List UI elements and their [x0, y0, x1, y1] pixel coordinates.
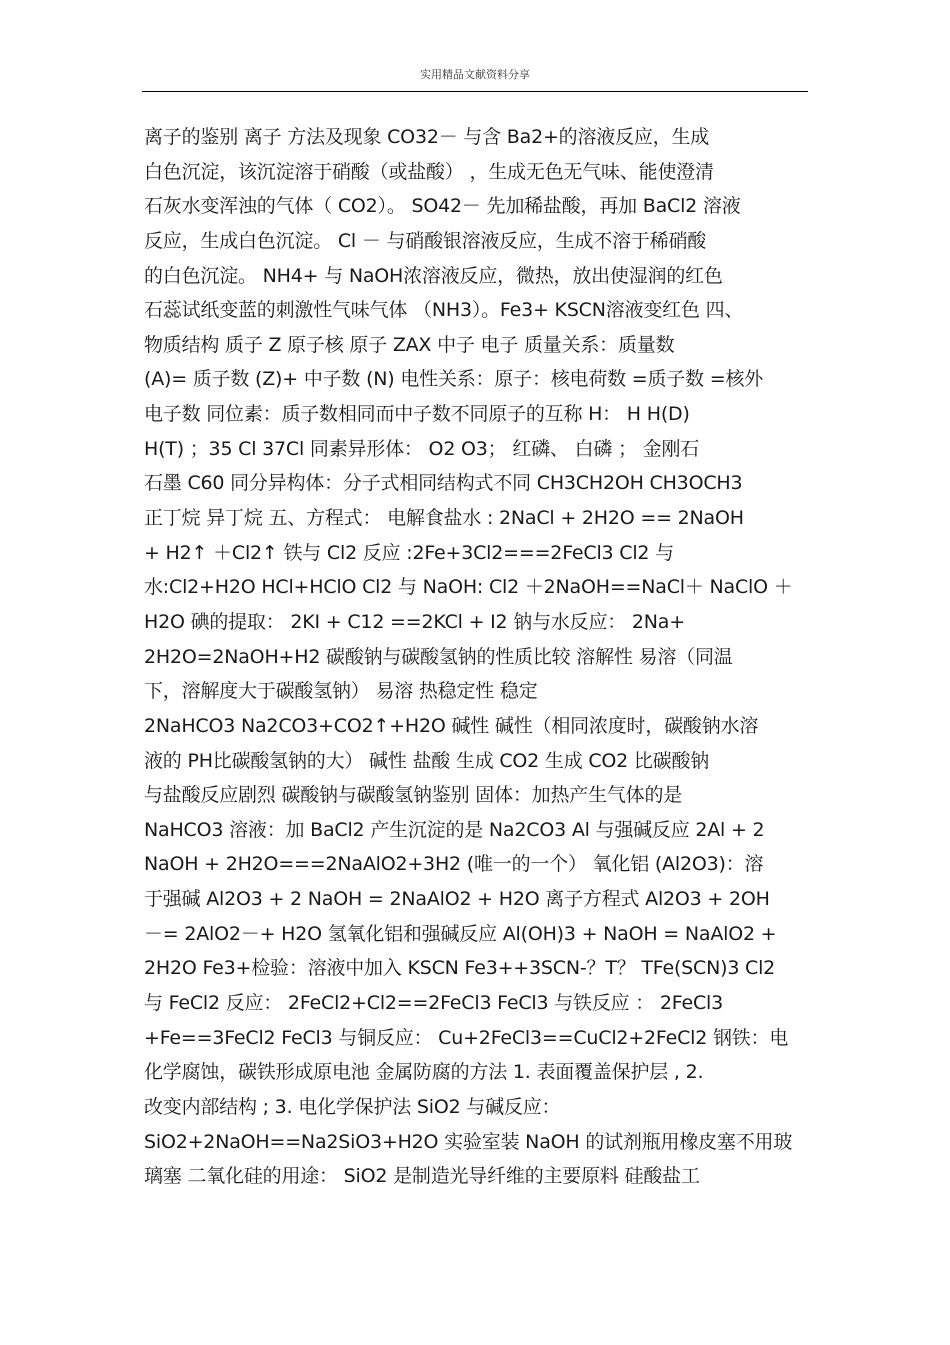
text-line: 电子数 同位素：质子数相同而中子数不同原子的互称 H： H H(D): [144, 403, 690, 426]
text-line: 2H2O=2NaOH+H2 碳酸钠与碳酸氢钠的性质比较 溶解性 易溶（同温: [144, 645, 733, 668]
text-line: SiO2+2NaOH==Na2SiO3+H2O 实验室装 NaOH 的试剂瓶用橡皮塞不用玻: [144, 1130, 793, 1153]
text-line: (A)= 质子数 (Z)+ 中子数 (N) 电性关系：原子：核电荷数 =质子数 =核外: [144, 368, 764, 391]
text-line: 白色沉淀，该沉淀溶于硝酸（或盐酸） ，生成无色无气味、能使澄清: [144, 160, 714, 183]
text-line: 2NaHCO3 Na2CO3+CO2↑+H2O 碱性 碱性（相同浓度时，碳酸钠水溶: [144, 714, 759, 737]
text-line: 反应，生成白色沉淀。 Cl － 与硝酸银溶液反应，生成不溶于稀硝酸: [144, 229, 707, 252]
body-text: [144, 120, 824, 1194]
text-line: 物质结构 质子 Z 原子核 原子 ZAX 中子 电子 质量关系：质量数: [144, 333, 675, 356]
text-line: 的白色沉淀。 NH4+ 与 NaOH浓溶液反应，微热，放出使湿润的红色: [144, 264, 723, 287]
text-line: 2H2O Fe3+检验：溶液中加入 KSCN Fe3++3SCN-？T？ TFe(SCN)3 Cl2: [144, 957, 776, 980]
text-line: H(T) ；35 Cl 37Cl 同素异形体： O2 O3； 红磷、 白磷 ； 金刚石: [144, 437, 700, 460]
text-line: 液的 PH比碳酸氢钠的大） 碱性 盐酸 生成 CO2 生成 CO2 比碳酸钠: [144, 749, 710, 772]
text-line: 下，溶解度大于碳酸氢钠） 易溶 热稳定性 稳定: [144, 680, 538, 703]
text-line: NaOH + 2H2O===2NaAlO2+3H2 (唯一的一个） 氧化铝 (Al2O3)：溶: [144, 853, 764, 876]
text-line: 石墨 C60 同分异构体：分子式相同结构式不同 CH3CH2OH CH3OCH3: [144, 472, 743, 495]
text-line: 于强碱 Al2O3 + 2 NaOH = 2NaAlO2 + H2O 离子方程式 Al2O3 + 2OH: [144, 888, 770, 911]
text-line: 离子的鉴别 离子 方法及现象 CO32－ 与含 Ba2+的溶液反应，生成: [144, 126, 710, 148]
text-line: 璃塞 二氧化硅的用途： SiO2 是制造光导纤维的主要原料 硅酸盐工: [144, 1165, 700, 1188]
text-line: －= 2AlO2－+ H2O 氢氧化铝和强碱反应 Al(OH)3 + NaOH = NaAlO2 +: [144, 922, 777, 945]
text-line: 石蕊试纸变蓝的刺激性气味气体 （NH3）。Fe3+ KSCN溶液变红色 四、: [144, 299, 744, 322]
text-line: 化学腐蚀，碳铁形成原电池 金属防腐的方法 1. 表面覆盖保护层 , 2.: [144, 1061, 704, 1084]
text-line: NaHCO3 溶液：加 BaCl2 产生沉淀的是 Na2CO3 Al 与强碱反应 2Al + 2: [144, 818, 765, 841]
text-line: 与 FeCl2 反应： 2FeCl2+Cl2==2FeCl3 FeCl3 与铁反应 ： 2FeCl3: [144, 992, 724, 1015]
header-rule: [142, 91, 808, 92]
text-line: 石灰水变浑浊的气体（ CO2）。 SO42－ 先加稀盐酸，再加 BaCl2 溶液: [144, 195, 741, 218]
text-line: 水:Cl2+H2O HCl+HClO Cl2 与 NaOH: Cl2 ＋2NaOH==NaCl＋ NaClO ＋: [144, 576, 793, 599]
page-header: 实用精品文献资料分享: [420, 68, 530, 81]
text-line: +Fe==3FeCl2 FeCl3 与铜反应： Cu+2FeCl3==CuCl2+2FeCl2 钢铁：电: [144, 1026, 789, 1049]
text-line: H2O 碘的提取： 2KI + C12 ==2KCl + I2 钠与水反应： 2Na+: [144, 610, 685, 633]
text-line: + H2↑ ＋Cl2↑ 铁与 Cl2 反应 :2Fe+3Cl2===2FeCl3 Cl2 与: [144, 541, 674, 564]
text-line: 与盐酸反应剧烈 碳酸钠与碳酸氢钠鉴别 固体：加热产生气体的是: [144, 784, 683, 807]
text-line: 正丁烷 异丁烷 五、方程式： 电解食盐水 : 2NaCl + 2H2O == 2NaOH: [144, 507, 744, 530]
text-line: 改变内部结构 ; 3. 电化学保护法 SiO2 与碱反应：: [144, 1095, 561, 1118]
